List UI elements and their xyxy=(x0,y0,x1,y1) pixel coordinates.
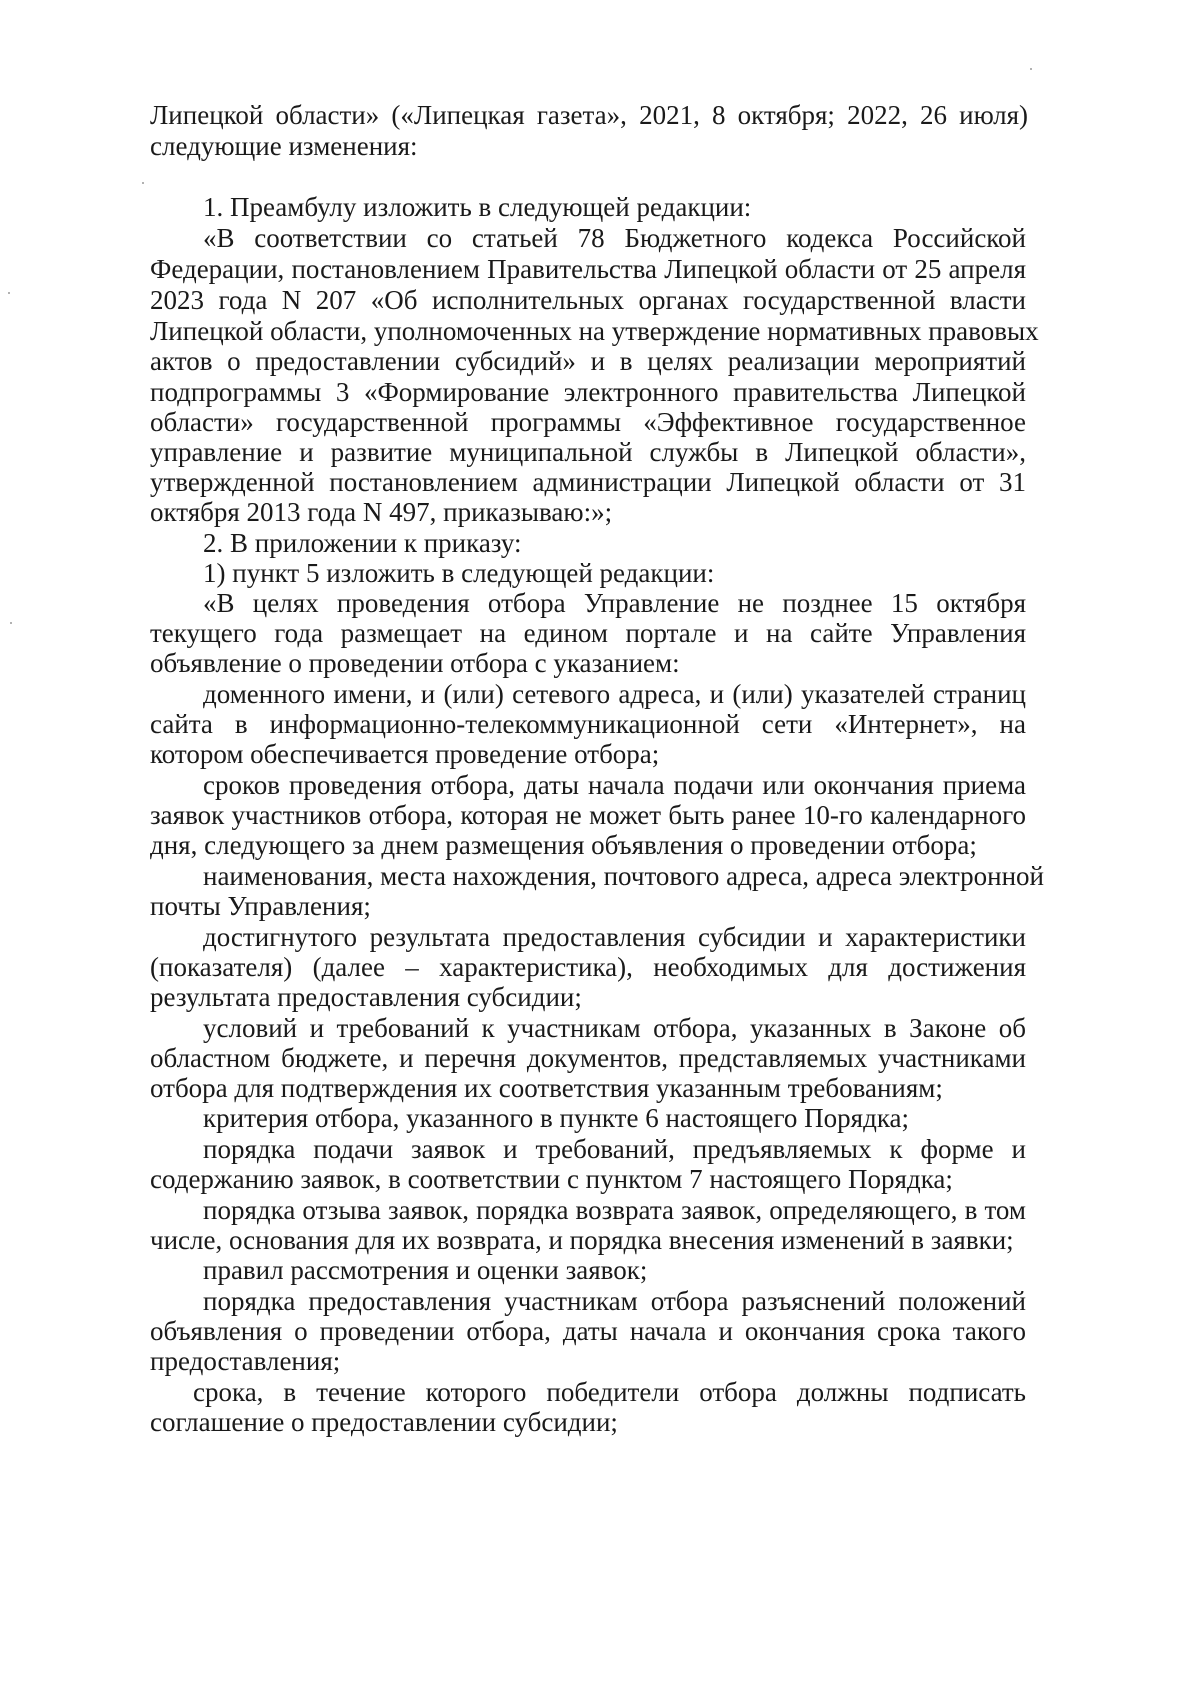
text-line: заявок участников отбора, которая не может быть ранее 10-го календарного xyxy=(150,800,1026,830)
text-line: сроков проведения отбора, даты начала подачи или окончания приема xyxy=(203,770,1026,800)
text-line: областном бюджете, и перечня документов, представляемых участниками xyxy=(150,1043,1026,1073)
text-line: подпрограммы 3 «Формирование электронного правительства Липецкой xyxy=(150,377,1026,407)
text-line: соглашение о предоставлении субсидии; xyxy=(150,1407,618,1437)
text-line: объявления о проведении отбора, даты начала и окончания срока такого xyxy=(150,1316,1026,1346)
text-line: отбора для подтверждения их соответствия указанным требованиям; xyxy=(150,1073,943,1103)
text-line: сайта в информационно-телекоммуникационной сети «Интернет», на xyxy=(150,709,1026,739)
text-line: 2. В приложении к приказу: xyxy=(203,528,522,558)
text-line: объявление о проведении отбора с указанием: xyxy=(150,648,680,678)
text-line: «В соответствии со статьей 78 Бюджетного кодекса Российской xyxy=(203,223,1026,253)
text-line: Федерации, постановлением Правительства Липецкой области от 25 апреля xyxy=(150,254,1026,284)
text-line: срока, в течение которого победители отбора должны подписать xyxy=(193,1377,1026,1407)
text-line: результата предоставления субсидии; xyxy=(150,982,582,1012)
text-line: «В целях проведения отбора Управление не позднее 15 октября xyxy=(203,588,1026,618)
text-line: порядка предоставления участникам отбора разъяснений положений xyxy=(203,1286,1026,1316)
scan-speck xyxy=(1030,68,1032,70)
text-line: порядка подачи заявок и требований, предъявляемых к форме и xyxy=(203,1134,1026,1164)
text-line: утвержденной постановлением администрации Липецкой области от 31 xyxy=(150,467,1026,497)
text-line: числе, основания для их возврата, и порядка внесения изменений в заявки; xyxy=(150,1225,1014,1255)
text-line: октября 2013 года N 497, приказываю:»; xyxy=(150,497,613,527)
text-line: достигнутого результата предоставления субсидии и характеристики xyxy=(203,922,1026,952)
text-line: условий и требований к участникам отбора, указанных в Законе об xyxy=(203,1013,1026,1043)
text-line: Липецкой области, уполномоченных на утверждение нормативных правовых xyxy=(150,316,1039,346)
text-line: доменного имени, и (или) сетевого адреса, и (или) указателей страниц xyxy=(203,679,1026,709)
text-line: порядка отзыва заявок, порядка возврата заявок, определяющего, в том xyxy=(203,1195,1026,1225)
text-line: (показателя) (далее – характеристика), необходимых для достижения xyxy=(150,952,1026,982)
text-line: области» государственной программы «Эффективное государственное xyxy=(150,407,1026,437)
text-line: управление и развитие муниципальной службы в Липецкой области», xyxy=(150,437,1026,467)
text-line: 2023 года N 207 «Об исполнительных органах государственной власти xyxy=(150,285,1026,315)
text-line: 1. Преамбулу изложить в следующей редакции: xyxy=(203,192,752,222)
scan-speck xyxy=(8,292,10,294)
text-line: 1) пункт 5 изложить в следующей редакции: xyxy=(203,558,715,588)
text-line: наименования, места нахождения, почтового адреса, адреса электронной xyxy=(203,861,1044,891)
text-line: содержанию заявок, в соответствии с пунктом 7 настоящего Порядка; xyxy=(150,1164,953,1194)
text-line: критерия отбора, указанного в пункте 6 настоящего Порядка; xyxy=(203,1103,910,1133)
text-line: дня, следующего за днем размещения объявления о проведении отбора; xyxy=(150,830,977,860)
text-line: почты Управления; xyxy=(150,891,371,921)
text-line: текущего года размещает на едином портале и на сайте Управления xyxy=(150,618,1026,648)
text-line: актов о предоставлении субсидий» и в целях реализации мероприятий xyxy=(150,346,1026,376)
scan-speck xyxy=(10,622,12,624)
text-line: правил рассмотрения и оценки заявок; xyxy=(203,1255,648,1285)
scan-speck xyxy=(142,182,144,184)
text-line: Липецкой области» («Липецкая газета», 2021, 8 октября; 2022, 26 июля) xyxy=(150,100,1028,130)
text-line: предоставления; xyxy=(150,1346,341,1376)
text-line: следующие изменения: xyxy=(150,131,418,161)
text-line: котором обеспечивается проведение отбора; xyxy=(150,739,660,769)
